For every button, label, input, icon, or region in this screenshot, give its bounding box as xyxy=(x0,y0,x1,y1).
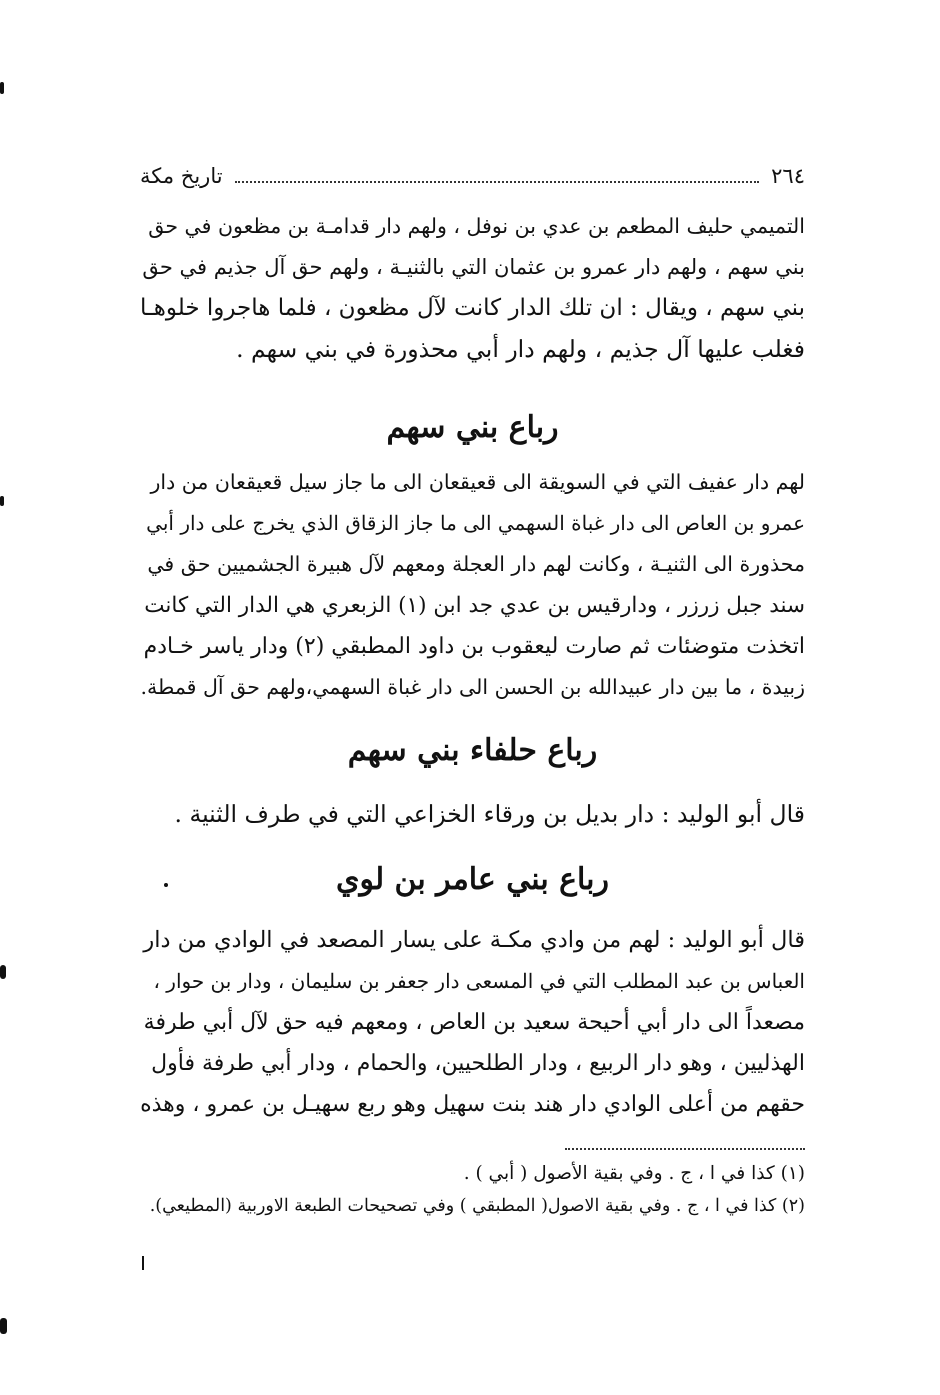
footnotes xyxy=(140,1158,805,1222)
text-line: قال أبو الوليد : لهم من وادي مكـة على يسار المصعد في الوادي من دار xyxy=(143,927,805,953)
text-line: التميمي حليف المطعم بن عدي بن نوفل ، ولهم دار قدامـة بن مظعون في حق xyxy=(148,214,805,238)
header-leader-dots xyxy=(235,180,760,183)
footnote-separator xyxy=(565,1148,805,1150)
section-heading-allies-bani-sahm: رباع حلفاء بني سهم xyxy=(347,733,598,768)
text-line: سند جبل زرزر ، ودارقيس بن عدي جد ابن (١) الزبعري هي الدار التي كانت xyxy=(144,593,805,618)
scan-speck xyxy=(0,965,6,979)
text-line: العباس بن عبد المطلب التي في المسعى دار جعفر بن سليمان ، ودار بن حوار ، xyxy=(153,969,805,993)
book-title: تاريخ مكة xyxy=(140,164,223,188)
text-line: زبيدة ، ما بين دار عبيدالله بن الحسن الى دار غباة السهمي،ولهم حق آل قمطة. xyxy=(140,675,805,699)
scan-speck xyxy=(0,82,4,94)
paragraph-4 xyxy=(140,920,805,1125)
text-line: بني سهم ، ولهم دار عمرو بن عثمان التي بالثنيـة ، ولهم حق آل جذيم في حق xyxy=(142,255,805,279)
text-line: محذورة الى الثنيـة ، وكانت لهم دار العجلة ومعهم لآل هبيرة الجشميين حق في xyxy=(147,552,805,576)
page-number: ٢٦٤ xyxy=(771,164,805,188)
footnote-2: (٢) كذا في ا ، ج . وفي بقية الاصول( المطبقي ) وفي تصحيحات الطبعة الاوربية (المطيعي). xyxy=(149,1196,805,1216)
section-heading-bani-sahm: رباع بني سهم xyxy=(386,410,559,445)
text-line: مصعداً الى دار أبي أحيحة سعيد بن العاص ، ومعهم فيه حق لآل أبي طرفة xyxy=(143,1010,805,1035)
text-line: قال أبو الوليد : دار بديل بن ورقاء الخزاعي التي في طرف الثنية . xyxy=(174,800,805,828)
paragraph-3 xyxy=(140,794,805,835)
scan-speck xyxy=(0,496,4,506)
text-line: الهذليين ، وهو دار الربيع ، ودار الطلحيين، والحمام ، ودار أبي طرفة فأول xyxy=(151,1051,805,1076)
running-header xyxy=(140,158,805,194)
footnote-1: (١) كذا في ا ، ج . وفي بقية الأصول ( أبي ) . xyxy=(463,1163,805,1184)
text-line: فغلب عليها آل جذيم ، ولهم دار أبي محذورة في بني سهم . xyxy=(236,335,805,363)
text-line: عمرو بن العاص الى دار غباة السهمي الى ما جاز الزقاق الذي يخرج على دار أبي xyxy=(146,511,805,535)
section-heading-bani-amir: رباع بني عامر بن لوي xyxy=(335,862,610,897)
paragraph-2 xyxy=(140,462,805,708)
scan-speck xyxy=(164,883,168,887)
text-line: بني سهم ، ويقال : ان تلك الدار كانت لآل مظعون ، فلما هاجروا خلوهـا xyxy=(139,295,805,321)
scan-speck xyxy=(142,1256,144,1270)
text-line: حقهم من أعلى الوادي دار هند بنت سهيل وهو ربع سهيـل بن عمرو ، وهذه xyxy=(140,1092,805,1117)
scan-speck xyxy=(0,1318,7,1334)
text-line: اتخذت متوضئات ثم صارت ليعقوب بن داود المطبقي (٢) ودار ياسر خـادم xyxy=(143,634,805,659)
text-line: لهم دار عفيف التي في السويقة الى قعيقعان الى ما جاز سيل قعيقعان من دار xyxy=(150,470,805,494)
paragraph-1 xyxy=(140,206,805,370)
